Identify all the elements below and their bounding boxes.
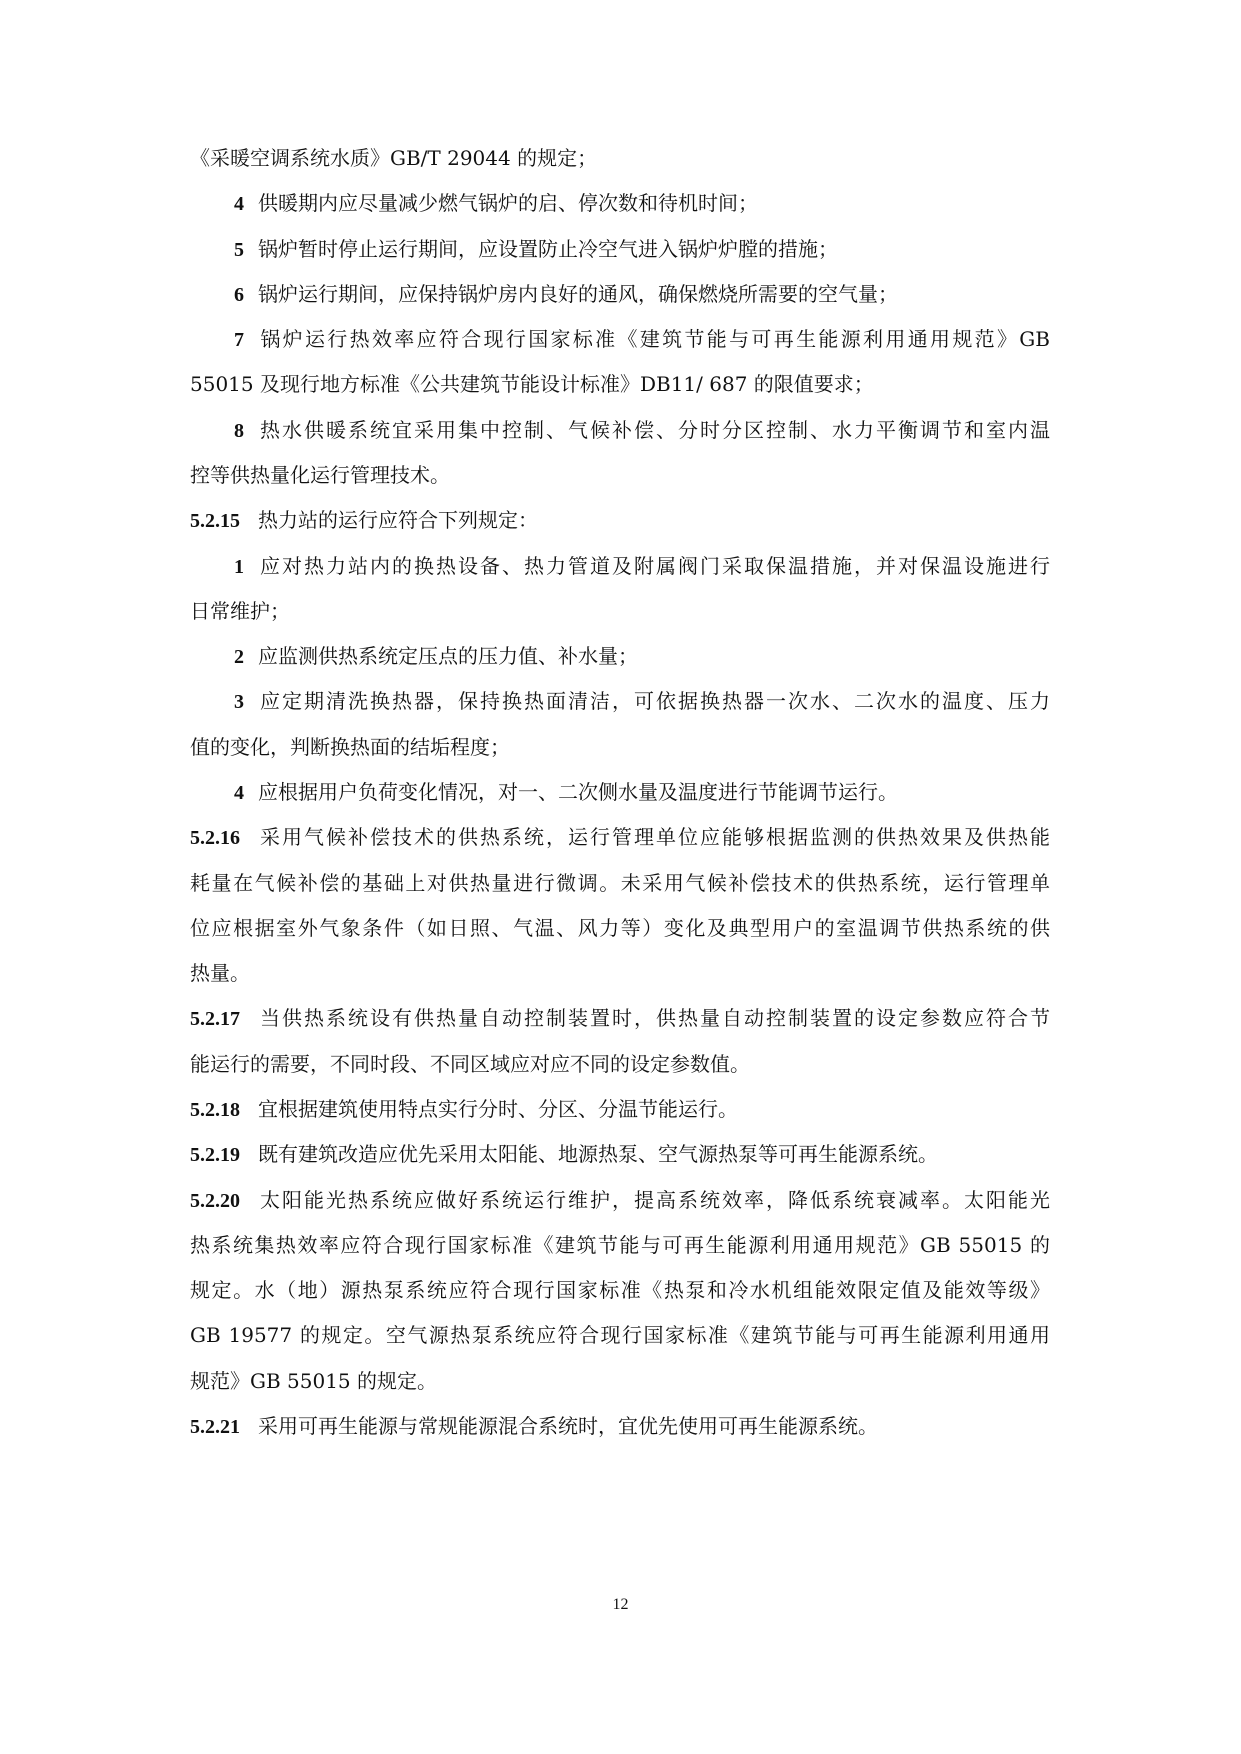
text-span: 55015 及现行地方标准《公共建筑节能设计标准》DB11/ 687 的限值要求； [190, 372, 874, 396]
clause-text: 太阳能光热系统应做好系统运行维护，提高系统效率，降低系统衰减率。太阳能光 [258, 1188, 1050, 1212]
clause-number: 5.2.15 [190, 510, 240, 532]
clause-text: 采用气候补偿技术的供热系统，运行管理单位应能够根据监测的供热效果及供热能 [258, 825, 1050, 849]
text-line [190, 727, 1050, 767]
item-text: 应对热力站内的换热设备、热力管道及附属阀门采取保温措施，并对保温设施进行 [258, 554, 1050, 578]
list-item-4 [234, 183, 1050, 223]
clause-5-2-19 [190, 1134, 1050, 1174]
list-item-4b [234, 772, 1050, 812]
clause-5-2-15 [190, 500, 1050, 540]
text-span: 规范》GB 55015 的规定。 [190, 1369, 438, 1393]
list-item-6 [234, 274, 1050, 314]
item-text: 热水供暖系统宜采用集中控制、气候补偿、分时分区控制、水力平衡调节和室内温 [258, 418, 1050, 442]
list-item-8 [234, 410, 1050, 450]
item-number: 1 [234, 556, 244, 578]
text-span: 耗量在气候补偿的基础上对供热量进行微调。未采用气候补偿技术的供热系统，运行管理单 [190, 871, 1050, 895]
item-number: 6 [234, 284, 244, 306]
clause-5-2-16 [190, 817, 1050, 857]
text-line [190, 1361, 1050, 1401]
list-item-3 [234, 681, 1050, 721]
text-line [190, 1044, 1050, 1084]
item-text: 应监测供热系统定压点的压力值、补水量； [258, 644, 638, 668]
text-line [190, 364, 1050, 404]
text-line [190, 863, 1050, 903]
text-span: 控等供热量化运行管理技术。 [190, 463, 450, 487]
item-number: 8 [234, 420, 244, 442]
text-span: 热量。 [190, 961, 250, 985]
text-span: 位应根据室外气象条件（如日照、气温、风力等）变化及典型用户的室温调节供热系统的供 [190, 916, 1050, 940]
clause-text: 既有建筑改造应优先采用太阳能、地源热泵、空气源热泵等可再生能源系统。 [258, 1142, 938, 1166]
text-line [190, 138, 1050, 178]
item-number: 7 [234, 329, 244, 351]
clause-number: 5.2.16 [190, 827, 240, 849]
clause-text: 宜根据建筑使用特点实行分时、分区、分温节能运行。 [258, 1097, 738, 1121]
text-span: GB 19577 的规定。空气源热泵系统应符合现行国家标准《建筑节能与可再生能源利用通用 [190, 1323, 1050, 1347]
clause-number: 5.2.18 [190, 1099, 240, 1121]
item-number: 2 [234, 646, 244, 668]
text-span: 热系统集热效率应符合现行国家标准《建筑节能与可再生能源利用通用规范》GB 55015 的 [190, 1233, 1050, 1257]
clause-number: 5.2.21 [190, 1416, 240, 1438]
clause-number: 5.2.20 [190, 1190, 240, 1212]
text-span: 日常维护； [190, 599, 290, 623]
list-item-2 [234, 636, 1050, 676]
item-number: 4 [234, 782, 244, 804]
clause-text: 当供热系统设有供热量自动控制装置时，供热量自动控制装置的设定参数应符合节 [258, 1006, 1050, 1030]
list-item-5 [234, 229, 1050, 269]
text-line [190, 1225, 1050, 1265]
text-span: 规定。水（地）源热泵系统应符合现行国家标准《热泵和冷水机组能效限定值及能效等级》 [190, 1278, 1050, 1302]
item-text: 锅炉运行期间，应保持锅炉房内良好的通风，确保燃烧所需要的空气量； [258, 282, 898, 306]
item-number: 4 [234, 193, 244, 215]
item-text: 锅炉运行热效率应符合现行国家标准《建筑节能与可再生能源利用通用规范》GB [258, 327, 1050, 351]
item-text: 应定期清洗换热器，保持换热面清洁，可依据换热器一次水、二次水的温度、压力 [258, 689, 1050, 713]
text-line [190, 455, 1050, 495]
list-item-7 [234, 319, 1050, 359]
text-span: 能运行的需要，不同时段、不同区域应对应不同的设定参数值。 [190, 1052, 750, 1076]
clause-5-2-21 [190, 1406, 1050, 1446]
page-number: 12 [612, 1596, 629, 1613]
clause-5-2-17 [190, 998, 1050, 1038]
text-span: 《采暖空调系统水质》GB/T 29044 的规定； [190, 146, 598, 170]
item-number: 3 [234, 691, 244, 713]
text-line [190, 591, 1050, 631]
clause-5-2-18 [190, 1089, 1050, 1129]
text-line [190, 1315, 1050, 1355]
item-number: 5 [234, 239, 244, 261]
list-item-1 [234, 546, 1050, 586]
clause-number: 5.2.17 [190, 1008, 240, 1030]
text-line [190, 1270, 1050, 1310]
item-text: 锅炉暂时停止运行期间，应设置防止冷空气进入锅炉炉膛的措施； [258, 237, 838, 261]
text-line [190, 953, 1050, 993]
clause-text: 热力站的运行应符合下列规定： [258, 508, 538, 532]
clause-text: 采用可再生能源与常规能源混合系统时，宜优先使用可再生能源系统。 [258, 1414, 878, 1438]
text-span: 值的变化，判断换热面的结垢程度； [190, 735, 510, 759]
clause-5-2-20 [190, 1180, 1050, 1220]
item-text: 供暖期内应尽量减少燃气锅炉的启、停次数和待机时间； [258, 191, 758, 215]
clause-number: 5.2.19 [190, 1144, 240, 1166]
item-text: 应根据用户负荷变化情况，对一、二次侧水量及温度进行节能调节运行。 [258, 780, 898, 804]
text-line [190, 908, 1050, 948]
